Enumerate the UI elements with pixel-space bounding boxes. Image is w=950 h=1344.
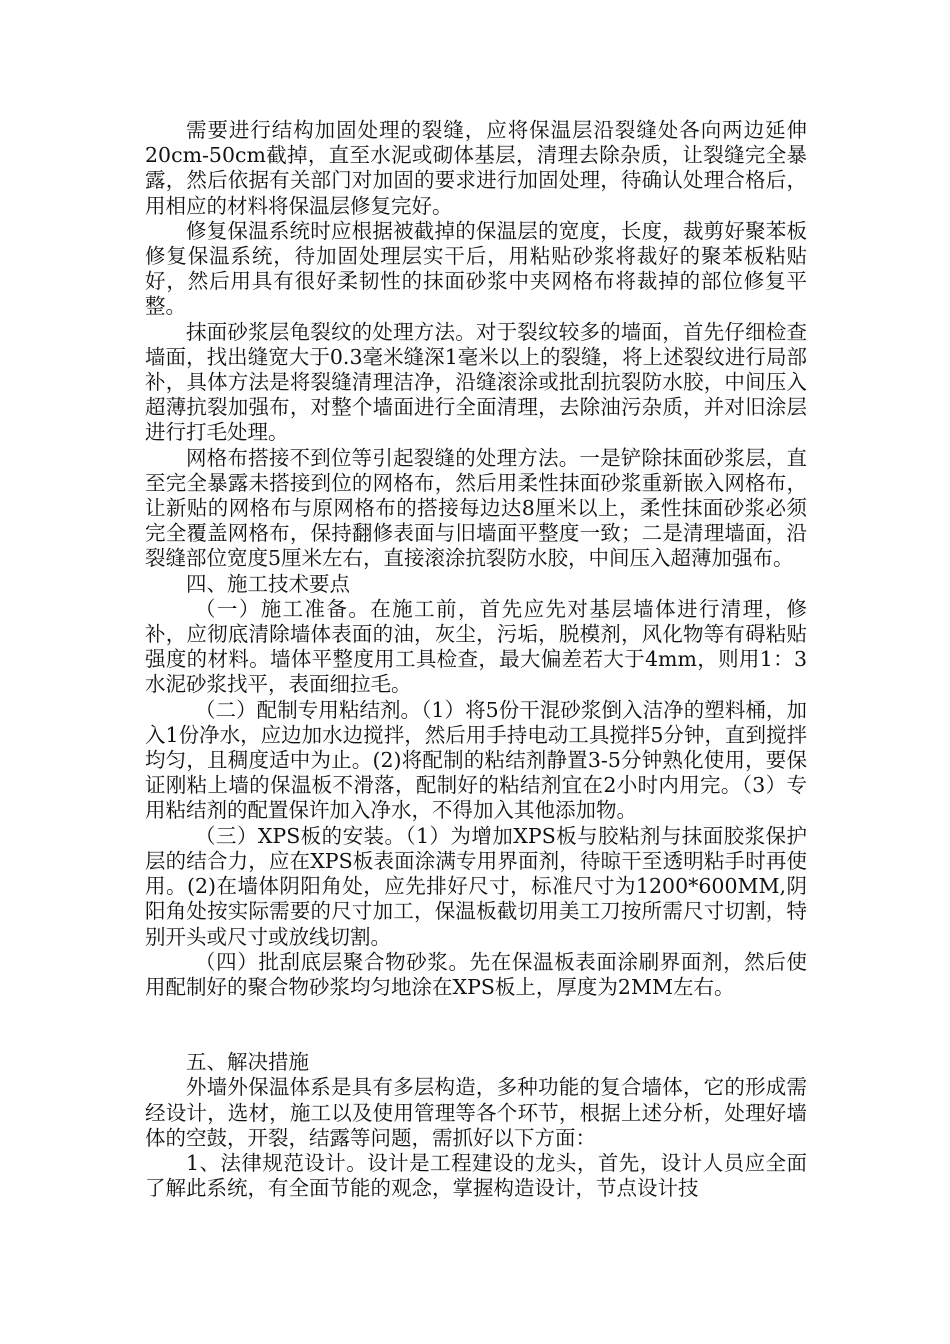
section-gap [145, 1000, 807, 1050]
paragraph-system-overview: 外墙外保温体系是具有多层构造，多种功能的复合墙体，它的形成需经设计，选材，施工以及使用管理等各个环节，根据上述分析，处理好墙体的空鼓，开裂，结露等问题，需抓好以下方面： [145, 1075, 807, 1150]
section-heading-solutions: 五、解决措施 [186, 1050, 309, 1075]
paragraph-repair-insulation: 修复保温系统时应根据被截掉的保温层的宽度，长度，裁剪好聚苯板修复保温系统，待加固处理层实干后，用粘贴砂浆将裁好的聚苯板粘贴好，然后用具有很好柔韧性的抹面砂浆中夹网格布将裁掉的部位修复平整。 [145, 218, 807, 319]
paragraph-base-mortar: （四）批刮底层聚合物砂浆。先在保温板表面涂刷界面剂，然后使用配制好的聚合物砂浆均匀地涂在XPS板上，厚度为2MM左右。 [145, 949, 807, 999]
paragraph-construction-prep: （一）施工准备。在施工前，首先应先对基层墙体进行清理，修补，应彻底清除墙体表面的油，灰尘，污垢，脱模剂，风化物等有碍粘贴强度的材料。墙体平整度用工具检查，最大偏差若大于4mm，则用1：3水泥砂浆找平，表面细拉毛。 [145, 596, 807, 697]
paragraph-xps-install: （三）XPS板的安装。（1）为增加XPS板与胶粘剂与抹面胶浆保护层的结合力，应在XPS板表面涂满专用界面剂，待晾干至透明粘手时再使用。(2)在墙体阴阳角处，应先排好尺寸，标准尺寸为1200*600MM,阴阳角处按实际需要的尺寸加工，保温板截切用美工刀按所需尺寸切割，特别开头或尺寸或放线切割。 [145, 823, 807, 949]
paragraph-mesh-overlap: 网格布搭接不到位等引起裂缝的处理方法。一是铲除抹面砂浆层，直至完全暴露未搭接到位的网格布，然后用柔性抹面砂浆重新嵌入网格布，让新贴的网格布与原网格布的搭接每边达8厘米以上，柔性抹面砂浆必须完全覆盖网格布，保持翻修表面与旧墙面平整度一致；二是清理墙面，沿裂缝部位宽度5厘米左右，直接滚涂抗裂防水胶，中间压入超薄加强布。 [145, 445, 807, 571]
paragraph-design-spec: 1、法律规范设计。设计是工程建设的龙头，首先，设计人员应全面了解此系统，有全面节能的观念，掌握构造设计，节点设计技 [145, 1150, 807, 1201]
paragraph-adhesive-prep: （二）配制专用粘结剂。（1）将5份干混砂浆倒入洁净的塑料桶，加入1份净水，应边加水边搅拌，然后用手持电动工具搅拌5分钟，直到搅拌均匀，且稠度适中为止。(2)将配制的粘结剂静置3-5分钟熟化使用，要保证刚粘上墙的保温板不滑落，配制好的粘结剂宜在2小时内用完。（3）专用粘结剂的配置保许加入净水，不得加入其他添加物。 [145, 697, 807, 823]
section-heading-construction-points: 四、施工技术要点 [186, 571, 350, 596]
document-page [145, 118, 807, 1201]
paragraph-structural-crack: 需要进行结构加固处理的裂缝，应将保温层沿裂缝处各向两边延伸20cm-50cm截掉，直至水泥或砌体基层，清理去除杂质，让裂缝完全暴露，然后依据有关部门对加固的要求进行加固处理，待确认处理合格后，用相应的材料将保温层修复完好。 [145, 118, 807, 218]
paragraph-craze-cracks: 抹面砂浆层龟裂纹的处理方法。对于裂纹较多的墙面，首先仔细检查墙面，找出缝宽大于0.3毫米缝深1毫米以上的裂缝，将上述裂纹进行局部补，具体方法是将裂缝清理洁净，沿缝滚涂或批刮抗裂防水胶，中间压入超薄抗裂加强布，对整个墙面进行全面清理，去除油污杂质，并对旧涂层进行打毛处理。 [145, 319, 807, 445]
